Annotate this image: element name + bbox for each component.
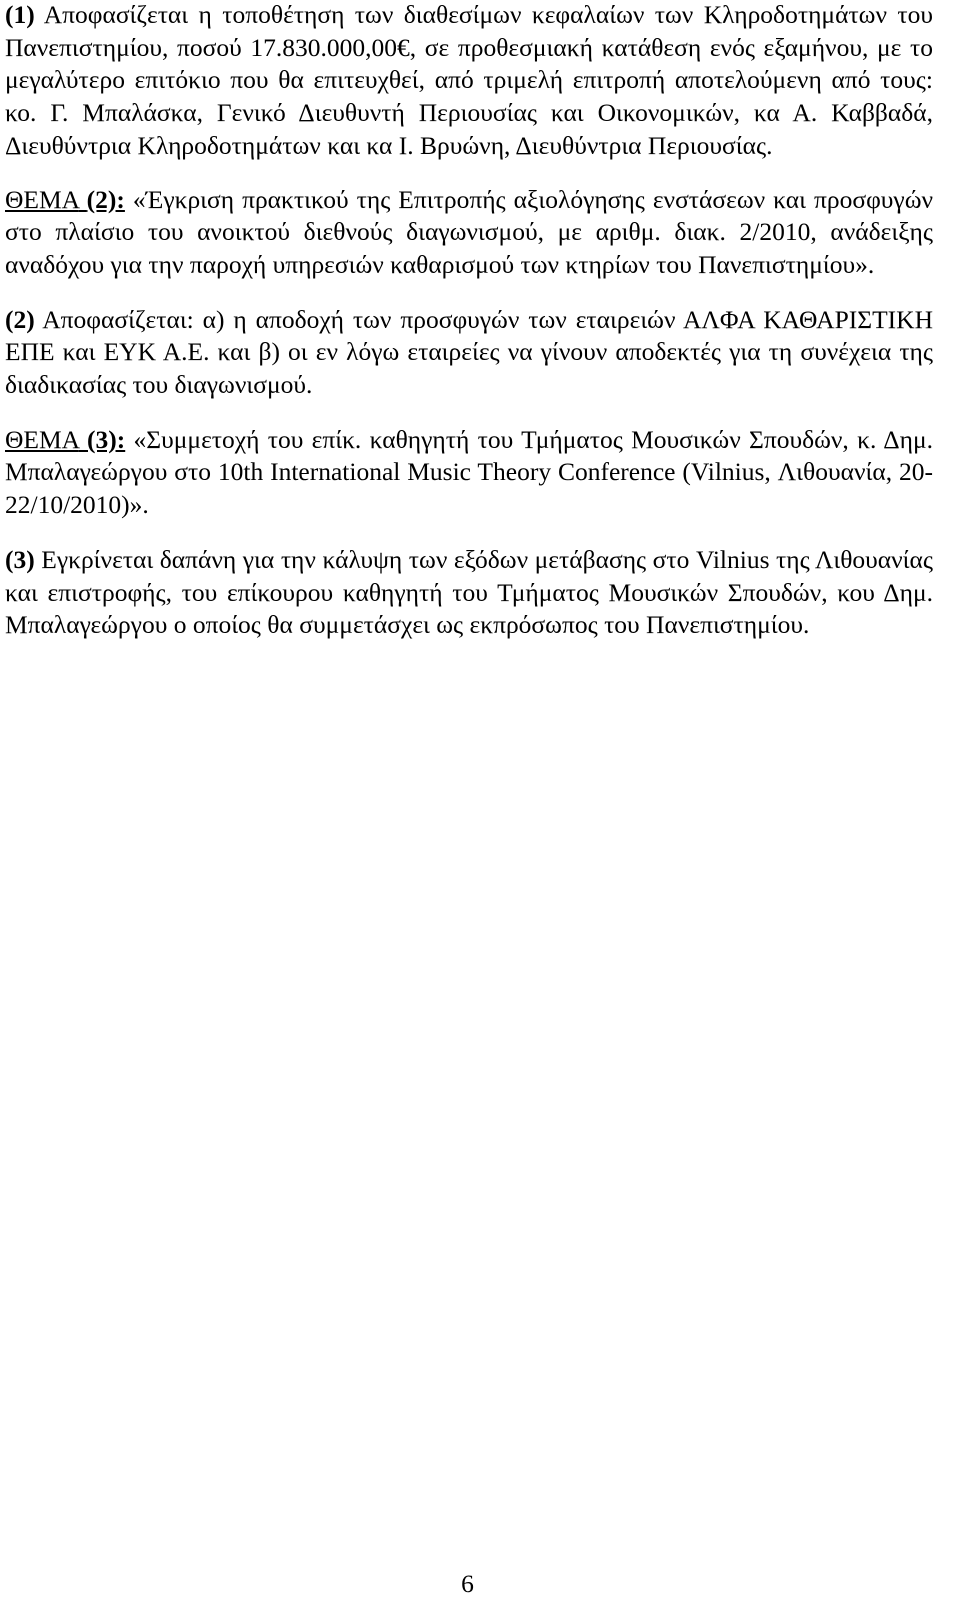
topic-paragraph-2 xyxy=(5,184,933,282)
topic-paragraph-3 xyxy=(5,424,933,522)
topic-heading: ΘΕΜΑ xyxy=(5,184,79,214)
topic-text: «Έγκριση πρακτικού της Επιτροπής αξιολόγησης ενστάσεων και προσφυγών στο πλαίσιο του ανοικτού διεθνούς διαγωνισμού, με αριθμ. διακ. 2/2010, ανάδειξης αναδόχου για την παροχή υπηρεσιών καθαρισμού των κτηρίων του Πανεπιστημίου». xyxy=(5,184,934,279)
decision-marker: (3) xyxy=(5,544,35,574)
decision-marker: (2) xyxy=(5,304,35,334)
decision-marker: (1) xyxy=(5,0,35,29)
decision-paragraph-1 xyxy=(5,0,933,163)
topic-marker: (2): xyxy=(86,184,125,214)
topic-marker: (3): xyxy=(86,424,126,454)
document-body xyxy=(5,0,933,642)
decision-paragraph-2 xyxy=(5,304,933,402)
decision-text: Αποφασίζεται η τοποθέτηση των διαθεσίμων κεφαλαίων των Κληροδοτημάτων του Πανεπιστημίου, ποσού 17.830.000,00€, σε προθεσμιακή κατάθεση ενός εξαμήνου, με το μεγαλύτερο επιτόκιο που θα επιτευχθεί, από τριμελή επιτροπή αποτελούμενη από τους: κο. Γ. Μπαλάσκα, Γενικό Διευθυντή Περιουσίας και Οικονομικών, κα Α. Καββαδά, Διευθύντρια Κληροδοτημάτων και κα Ι. Βρυώνη, Διευθύντρια Περιουσίας. xyxy=(5,0,933,160)
decision-paragraph-3 xyxy=(5,544,933,642)
topic-heading: ΘΕΜΑ xyxy=(5,424,79,454)
decision-text: Αποφασίζεται: α) η αποδοχή των προσφυγών των εταιρειών ΑΛΦΑ ΚΑΘΑΡΙΣΤΙΚΗ ΕΠΕ και ΕΥΚ Α.Ε. και β) οι εν λόγω εταιρείες να γίνουν αποδεκτές για τη συνέχεια της διαδικασίας του διαγωνισμού. xyxy=(5,304,933,400)
topic-text: «Συμμετοχή του επίκ. καθηγητή του Τμήματος Μουσικών Σπουδών, κ. Δημ. Μπαλαγεώργου στο 10th International Music Theory Conference (Vilnius, Λιθουανία, 20-22/10/2010)». xyxy=(5,424,933,520)
page-number: 6 xyxy=(461,1569,474,1598)
decision-text: Εγκρίνεται δαπάνη για την κάλυψη των εξόδων μετάβασης στο Vilnius της Λιθουανίας και επιστροφής, του επίκουρου καθηγητή του Τμήματος Μουσικών Σπουδών, κου Δημ. Μπαλαγεώργου ο οποίος θα συμμετάσχει ως εκπρόσωπος του Πανεπιστημίου. xyxy=(5,544,933,640)
